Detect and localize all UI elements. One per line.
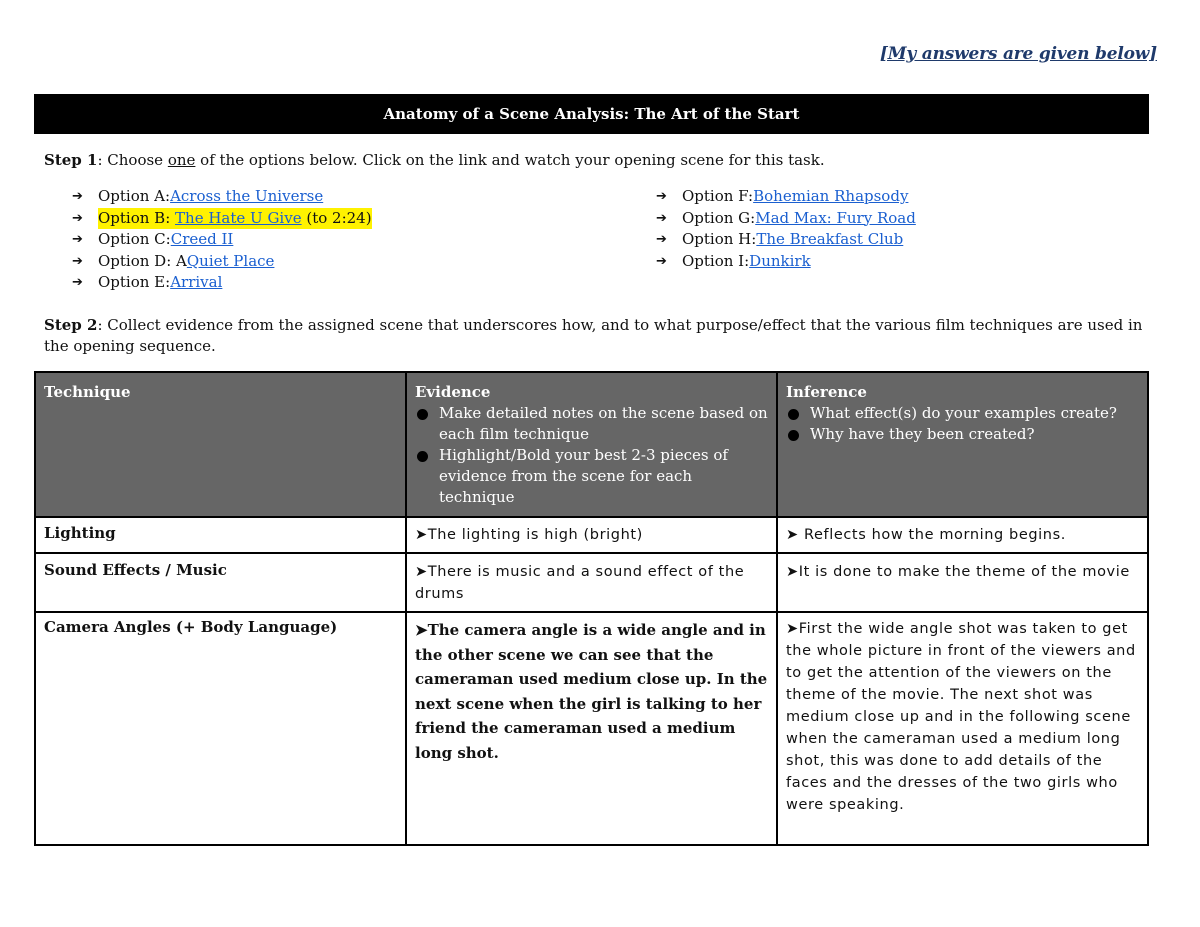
option-a xyxy=(72,186,372,208)
option-a-prefix: Option A: xyxy=(98,187,171,205)
option-i-prefix: Option I: xyxy=(682,251,750,270)
table-row xyxy=(35,612,1148,845)
option-g-prefix: Option G: xyxy=(682,208,756,227)
arrow-bullet-icon: ➔ xyxy=(72,275,83,290)
arrow-bullet-icon: ➔ xyxy=(656,189,667,204)
step-1-text-a: : Choose xyxy=(97,151,168,169)
evidence-instruction-item: Highlight/Bold your best 2-3 pieces of evidence from the scene for each technique xyxy=(439,445,769,508)
row-inference[interactable]: ➤It is done to make the theme of the movie xyxy=(777,553,1148,612)
table-row xyxy=(35,553,1148,612)
option-h-link[interactable]: The Breakfast Club xyxy=(756,230,904,248)
document-title-bar xyxy=(34,94,1149,134)
arrow-bullet-icon: ➔ xyxy=(72,189,83,204)
arrow-bullet-icon: ➔ xyxy=(656,232,667,247)
option-b-highlight xyxy=(98,208,372,230)
inference-instruction-item: Why have they been created? xyxy=(810,424,1140,445)
row-evidence[interactable]: ➤The lighting is high (bright) xyxy=(406,517,777,553)
option-f-link[interactable]: Bohemian Rhapsody xyxy=(753,187,909,205)
row-inference[interactable]: ➤ Reflects how the morning begins. xyxy=(777,517,1148,553)
inference-instruction-item: What effect(s) do your examples create? xyxy=(810,403,1140,424)
option-c xyxy=(72,229,372,251)
arrow-bullet-icon: ➔ xyxy=(72,232,83,247)
header-evidence: Evidence xyxy=(415,383,491,401)
step-2-text: : Collect evidence from the assigned scene that underscores how, and to what purpose/effect that the various film techniques are used in the opening sequence. xyxy=(44,316,1143,355)
option-f-prefix: Option F: xyxy=(682,187,754,205)
option-e xyxy=(72,272,372,294)
step-2-instructions xyxy=(44,315,1144,357)
option-b-suffix: (to 2:24) xyxy=(301,208,372,227)
evidence-instruction-item: Make detailed notes on the scene based on each film technique xyxy=(439,404,768,443)
option-b-link[interactable]: The Hate U Give xyxy=(175,208,302,227)
header-inference-cell xyxy=(777,372,1148,517)
row-inference[interactable]: ➤First the wide angle shot was taken to get the whole picture in front of the viewers and to get the attention of the viewers on the theme of the movie. The next shot was medium close up and in the following scene when the cameraman used a medium long shot, this was done to add details of the faces and the dresses of the two girls who were speaking. xyxy=(777,612,1148,845)
header-inference: Inference xyxy=(786,383,867,401)
step-1-label: Step 1 xyxy=(44,151,98,169)
inference-instructions xyxy=(786,403,1140,445)
step-1-underlined-word: one xyxy=(167,151,196,169)
step-1-instructions xyxy=(44,150,825,171)
arrow-bullet-icon: ➔ xyxy=(72,253,83,269)
option-e-prefix: Option E: xyxy=(98,273,171,291)
option-d-link[interactable]: Quiet Place xyxy=(186,251,275,270)
option-d xyxy=(72,251,372,273)
option-c-link[interactable]: Creed II xyxy=(170,230,234,248)
row-evidence[interactable]: ➤The camera angle is a wide angle and in the other scene we can see that the cameraman used medium close up. In the next scene when the girl is talking to her friend the cameraman used a medium long shot. xyxy=(406,612,777,845)
option-a-link[interactable]: Across the Universe xyxy=(170,187,324,205)
header-evidence-cell xyxy=(406,372,777,517)
header-technique-cell xyxy=(35,372,406,517)
row-technique: Camera Angles (+ Body Language) xyxy=(35,612,406,845)
option-h-prefix: Option H: xyxy=(682,230,757,248)
analysis-table xyxy=(34,371,1149,846)
option-i-link[interactable]: Dunkirk xyxy=(749,251,811,270)
step-1-text-b: of the options below. Click on the link and watch your opening scene for this task. xyxy=(195,151,825,169)
row-technique: Sound Effects / Music xyxy=(35,553,406,612)
arrow-bullet-icon: ➔ xyxy=(656,253,667,269)
option-h xyxy=(656,229,916,251)
option-b xyxy=(72,208,372,230)
options-list-left xyxy=(72,186,372,294)
header-technique: Technique xyxy=(44,383,131,401)
option-d-prefix: Option D: A xyxy=(98,251,187,270)
evidence-instructions xyxy=(415,403,769,508)
options-list-right xyxy=(656,186,916,272)
document-title: Anatomy of a Scene Analysis: The Art of the Start xyxy=(383,105,800,123)
table-header-row xyxy=(35,372,1148,517)
arrow-bullet-icon: ➔ xyxy=(656,210,667,226)
option-i xyxy=(656,251,916,273)
arrow-bullet-icon: ➔ xyxy=(72,210,83,226)
option-f xyxy=(656,186,916,208)
option-b-prefix: Option B: xyxy=(98,208,176,227)
table-row xyxy=(35,517,1148,553)
option-g-link[interactable]: Mad Max: Fury Road xyxy=(755,208,916,227)
option-e-link[interactable]: Arrival xyxy=(170,273,223,291)
step-2-label: Step 2 xyxy=(44,316,98,334)
row-evidence[interactable]: ➤There is music and a sound effect of the drums xyxy=(406,553,777,612)
row-technique: Lighting xyxy=(35,517,406,553)
answers-note: [My answers are given below] xyxy=(879,44,1157,64)
option-c-prefix: Option C: xyxy=(98,230,171,248)
option-g xyxy=(656,208,916,230)
